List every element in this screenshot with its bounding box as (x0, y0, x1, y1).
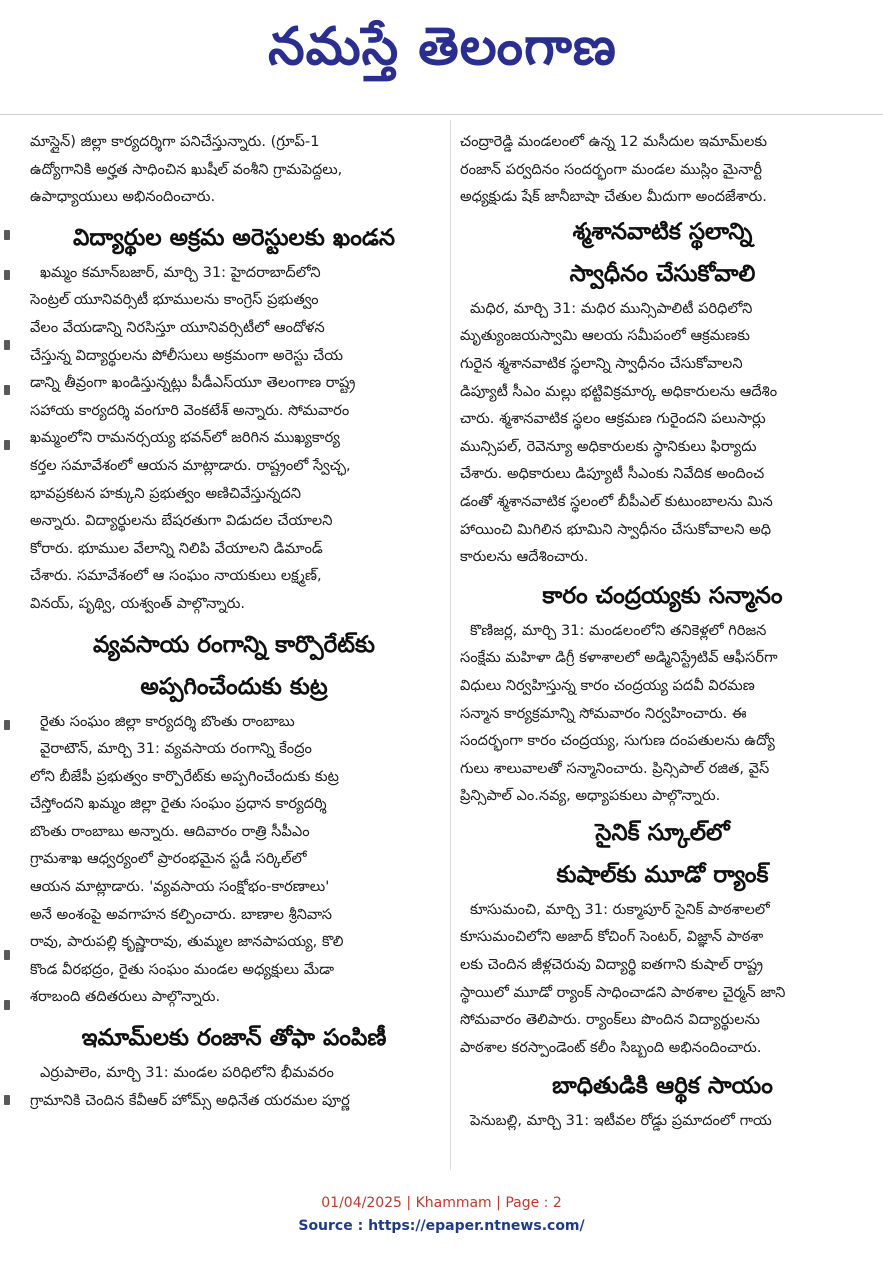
left-intro: మాస్లైన్) జిల్లా కార్యదర్శిగా పనిచేస్తున్నారు. (గ్రూప్-1 ఉద్యోగానికి అర్హత సాధించిన ఖుషీల్ వంశీని గ్రామపెద్దలు, ఉపాధ్యాయులు అభినందించారు. (30, 133, 343, 206)
right-column (460, 128, 865, 1135)
article-headline: బాధితుడికి ఆర్థిక సాయం (552, 1073, 773, 1100)
footer-edition-info: 01/04/2025 | Khammam | Page : 2 (321, 1195, 562, 1211)
article-body: వైరాటౌన్, మార్చి 31: వ్యవసాయ రంగాన్ని కేంద్రం లోని బీజేపీ ప్రభుత్వం కార్పొరేట్‌కు అప్పగించేందుకు కుట్ర చేస్తోందని ఖమ్మం జిల్లా రైతు సంఘం ప్రధాన కార్యదర్శి బొంతు రాంబాబు అన్నారు. ఆదివారం రాత్రి సీపీఎం గ్రామశాఖ ఆధ్వర్యంలో ప్రారంభమైన స్టడీ సర్కిల్‌లో ఆయన మాట్లాడారు. 'వ్యవసాయ సంక్షోభం-కారణాలు' అనే అంశంపై అవగాహన కల్పించారు. బాణాల శ్రీనివాస రావు, పారుపల్లి కృష్ణారావు, తుమ్మల జానపాపయ్య, కొలి కొండ వీరభద్రం, రైతు సంఘం మండల అధ్యక్షులు మేడా శరాబంది తదితరులు పాల్గొన్నారు. (30, 740, 344, 1006)
right-intro: చంద్రారెడ్డి మండలంలో ఉన్న 12 మసీదుల ఇమామ్‌లకు రంజాన్ పర్వదినం సందర్భంగా మండల ముస్లిం మైనార్టీ అధ్యక్షుడు షేక్ జానీబాషా చేతుల మీదుగా అందజేశారు. (460, 133, 768, 206)
left-column (30, 128, 438, 1114)
article-headline-line1: వ్యవసాయ రంగాన్ని కార్పొరేట్‌కు (93, 631, 375, 658)
article-headline: ఇమామ్‌లకు రంజాన్ తోఫా పంపిణీ (81, 1025, 387, 1052)
article-body: కూసుమంచి, మార్చి 31: రుక్మాపూర్ సైనిక్ పాఠశాలలో కూసుమంచిలోని అజాద్ కోచింగ్ సెంటర్, విజ్ఞాన్ పాఠశా లకు చెందిన జీళ్లచెరువు విద్యార్థి ఐతగాని కుషాల్ రాష్ట్ర స్థాయిలో మూడో ర్యాంక్ సాధించాడని పాఠశాల చైర్మన్ జాని సోమవారం తెలిపారు. ర్యాంక్‌లు పొందిన విద్యార్థులను పాఠశాల కరస్పాండెంట్ కలీం సిబ్బంది అభినందించారు. (460, 900, 786, 1056)
article-headline: విద్యార్థుల అక్రమ అరెస్టులకు ఖండన (72, 224, 396, 251)
article-headline-line1: సైనిక్ స్కూల్‌లో (595, 819, 730, 846)
article-headline-line2: స్వాధీనం చేసుకోవాలి (569, 260, 756, 287)
article-headline-line1: శ్మశానవాటిక స్థలాన్ని (572, 218, 753, 245)
page-footer (0, 1192, 883, 1238)
article-body: మధిర, మార్చి 31: మధిర మున్సిపాలిటీ పరిధిలోని మృత్యుంజయస్వామి ఆలయ సమీపంలో ఆక్రమణకు గురైన శ్మశానవాటిక స్థలాన్ని స్వాధీనం చేసుకోవాలని డిప్యూటీ సీఎం మల్లు భట్టివిక్రమార్క అధికారులను ఆదేశిం చారు. శ్మశానవాటిక స్థలం ఆక్రమణ గురైందని పలుసార్లు మున్సిపల్, రెవెన్యూ అధికారులకు స్థానికులు ఫిర్యాదు చేశారు. అధికారులు డిప్యూటీ సీఎంకు నివేదిక అందించ డంతో శ్మశానవాటిక స్థలంలో బీపీఎల్ కుటుంబాలను మిన హాయించి మిగిలిన భూమిని స్వాధీనం చేసుకోవాలని అధి కారులను ఆదేశించారు. (460, 299, 778, 566)
article-body: ఖమ్మం కమాన్‌బజార్, మార్చి 31: హైదరాబాద్‌లోని సెంట్రల్ యూనివర్సిటీ భూములను కాంగ్రెస్ ప్రభుత్వం వేలం వేయడాన్ని నిరసిస్తూ యూనివర్సిటీలో ఆందోళన చేస్తున్న విద్యార్థులను పోలీసులు అక్రమంగా అరెస్టు చేయ డాన్ని తీవ్రంగా ఖండిస్తున్నట్లు పీడీఎస్‌యూ తెలంగాణ రాష్ట్ర సహాయ కార్యదర్శి వంగూరి వెంకటేశ్ అన్నారు. సోమవారం ఖమ్మంలోని రామనర్సయ్య భవన్‌లో జరిగిన ముఖ్యకార్య కర్తల సమావేశంలో ఆయన మాట్లాడారు. రాష్ట్రంలో స్వేచ్ఛ, భావప్రకటన హక్కుని ప్రభుత్వం అణిచివేస్తున్నదని అన్నారు. విద్యార్థులను బేషరతుగా విడుదల చేయాలని కోరారు. భూముల వేలాన్ని నిలిపి వేయాలని డిమాండ్ చేశారు. సమావేశంలో ఆ సంఘం నాయకులు లక్ష్మణ్, వినయ్, పృథ్వి, యశ్వంత్ పాల్గొన్నారు. (30, 263, 356, 612)
article-body: కొణిజర్ల, మార్చి 31: మండలంలోని తనికెళ్లలో గిరిజన సంక్షేమ మహిళా డిగ్రీ కళాశాలలో అడ్మినిస్ట్రేటివ్ ఆఫీసర్‌గా విధులు నిర్వహిస్తున్న కారం చంద్రయ్య పదవీ విరమణ సన్మాన కార్యక్రమాన్ని సోమవారం నిర్వహించారు. ఈ సందర్భంగా కారం చంద్రయ్య, సుగుణ దంపతులను ఉద్యో గులు శాలువాలతో సన్మానించారు. ప్రిన్సిపాల్ రజిత, వైస్ ప్రిన్సిపాల్ ఎం.నవ్య, అధ్యాపకులు పాల్గొన్నారు. (460, 621, 778, 805)
article-body: ఎర్రుపాలెం, మార్చి 31: మండల పరిధిలోని భీమవరం గ్రామానికి చెందిన కేవీఆర్ హోమ్స్ అధినేత యరమల పూర్ణ (30, 1064, 350, 1109)
article-headline-line2: అప్పగించేందుకు కుట్ర (140, 673, 328, 700)
column-divider (450, 120, 451, 1170)
masthead (0, 0, 883, 100)
footer-source-link[interactable]: Source : https://epaper.ntnews.com/ (298, 1218, 585, 1234)
left-margin-cut-text (0, 120, 14, 1170)
header-rule (0, 114, 883, 115)
article-headline-line2: కుషాల్‌కు మూడో ర్యాంక్ (556, 861, 769, 888)
newspaper-logo: నమస్తే తెలంగాణ (268, 17, 617, 77)
article-body: పెనుబల్లి, మార్చి 31: ఇటీవల రోడ్డు ప్రమాదంలో గాయ (470, 1112, 772, 1130)
article-headline: కారం చంద్రయ్యకు సన్మానం (542, 582, 783, 609)
article-byline: రైతు సంఘం జిల్లా కార్యదర్శి బొంతు రాంబాబు (40, 712, 295, 730)
